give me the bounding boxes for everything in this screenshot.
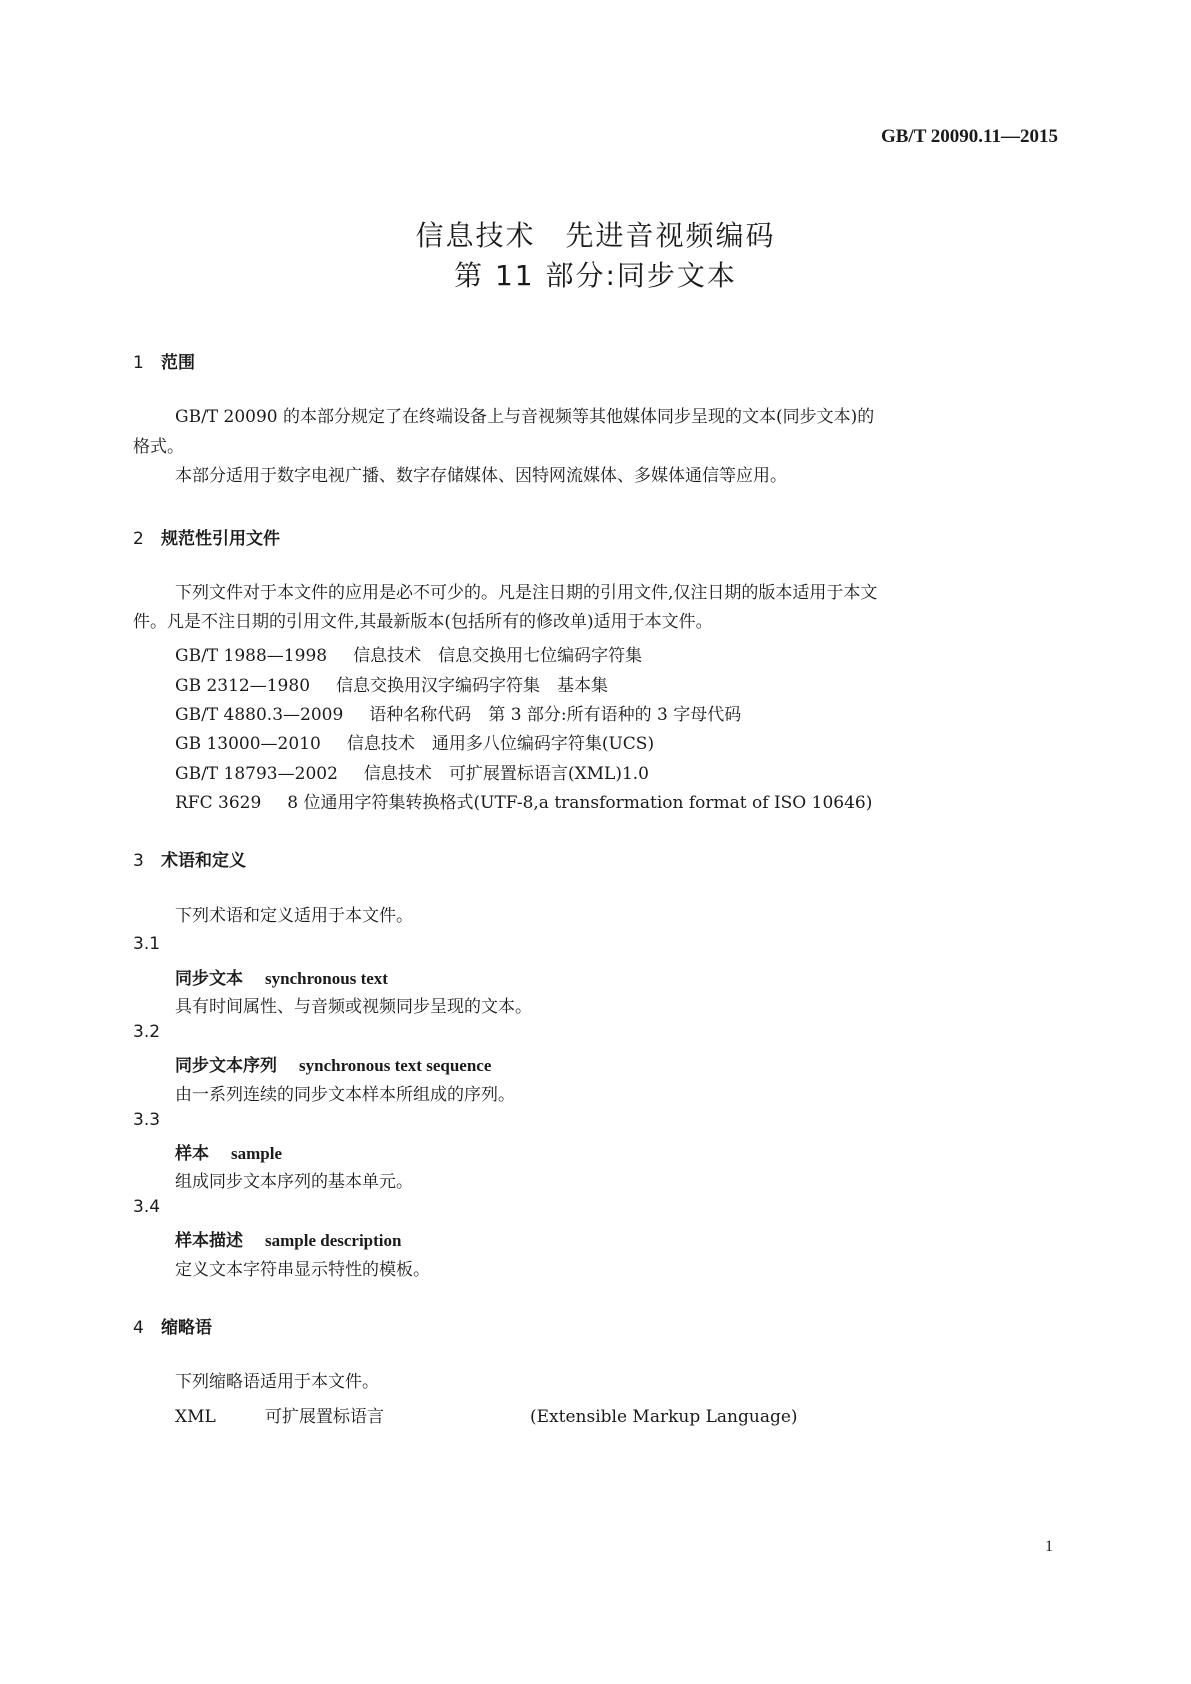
document-code: GB/T 20090.11—2015: [880, 126, 1058, 147]
term-entry: [175, 1226, 401, 1251]
section-1-heading: [133, 348, 195, 373]
reference-code: RFC 3629: [175, 793, 262, 813]
reference-code: GB/T 4880.3—2009: [175, 705, 344, 725]
reference-title: 8 位通用字符集转换格式(UTF-8,a transformation format of ISO 10646): [287, 793, 873, 813]
term-definition: 定义文本字符串显示特性的模板。: [175, 1260, 430, 1280]
title-line-1: 信息技术 先进音视频编码: [415, 219, 776, 252]
term-definition: 由一系列连续的同步文本样本所组成的序列。: [175, 1085, 515, 1105]
term-en: synchronous text: [265, 969, 388, 988]
section-2-heading: [133, 524, 280, 549]
reference-item: [175, 788, 872, 813]
clause-number: 3.1: [133, 934, 161, 954]
page-number: 1: [1045, 1538, 1053, 1555]
section-2-paragraph: 下列文件对于本文件的应用是必不可少的。凡是注日期的引用文件,仅注日期的版本适用于本文: [175, 583, 878, 603]
title-line-2: 第 11 部分:同步文本: [454, 259, 737, 292]
term-en: sample description: [265, 1231, 402, 1250]
reference-item: [175, 700, 741, 725]
term-zh: 样本: [175, 1144, 209, 1164]
term-definition: 具有时间属性、与音频或视频同步呈现的文本。: [175, 997, 532, 1017]
reference-item: [175, 729, 654, 754]
abbreviation-zh: 可扩展置标语言: [265, 1407, 384, 1427]
clause-number: 3.3: [133, 1110, 161, 1130]
term-zh: 样本描述: [175, 1231, 243, 1251]
term-entry: [175, 1051, 491, 1076]
reference-title: 信息技术 信息交换用七位编码字符集: [353, 646, 643, 666]
abbreviation-term: XML: [175, 1407, 216, 1427]
section-1-paragraph-1-cont: 格式。: [133, 437, 184, 457]
section-4-heading: [133, 1313, 212, 1338]
reference-title: 信息技术 通用多八位编码字符集(UCS): [346, 734, 655, 754]
reference-code: GB/T 18793—2002: [175, 764, 338, 784]
section-number: 4: [133, 1318, 144, 1338]
section-4-intro: 下列缩略语适用于本文件。: [175, 1372, 379, 1392]
abbreviation-en: (Extensible Markup Language): [530, 1407, 798, 1427]
section-number: 1: [133, 353, 144, 373]
term-entry: [175, 1139, 282, 1164]
term-zh: 同步文本序列: [175, 1056, 277, 1076]
term-zh: 同步文本: [175, 969, 243, 989]
reference-code: GB/T 1988—1998: [175, 646, 328, 666]
term-en: synchronous text sequence: [299, 1056, 492, 1075]
abbreviation-row: [175, 1402, 798, 1427]
section-1-paragraph-2: 本部分适用于数字电视广播、数字存储媒体、因特网流媒体、多媒体通信等应用。: [175, 466, 787, 486]
reference-item: [175, 671, 608, 696]
section-title: 规范性引用文件: [161, 529, 280, 549]
section-3-intro: 下列术语和定义适用于本文件。: [175, 906, 413, 926]
reference-title: 语种名称代码 第 3 部分:所有语种的 3 字母代码: [369, 705, 742, 725]
reference-item: [175, 759, 649, 784]
term-en: sample: [231, 1144, 282, 1163]
term-entry: [175, 964, 388, 989]
section-number: 2: [133, 529, 144, 549]
clause-number: 3.4: [133, 1197, 161, 1217]
section-3-heading: [133, 846, 246, 871]
section-2-paragraph-cont: 件。凡是不注日期的引用文件,其最新版本(包括所有的修改单)适用于本文件。: [133, 612, 713, 632]
reference-code: GB 2312—1980: [175, 676, 311, 696]
section-1-paragraph-1: GB/T 20090 的本部分规定了在终端设备上与音视频等其他媒体同步呈现的文本(同步文本)的: [175, 407, 875, 427]
reference-item: [175, 641, 642, 666]
reference-title: 信息技术 可扩展置标语言(XML)1.0: [363, 764, 649, 784]
reference-title: 信息交换用汉字编码字符集 基本集: [336, 676, 609, 696]
clause-number: 3.2: [133, 1022, 161, 1042]
section-title: 缩略语: [161, 1318, 212, 1338]
section-title: 术语和定义: [161, 851, 246, 871]
section-number: 3: [133, 851, 144, 871]
reference-code: GB 13000—2010: [175, 734, 321, 754]
term-definition: 组成同步文本序列的基本单元。: [175, 1172, 413, 1192]
section-title: 范围: [161, 353, 195, 373]
